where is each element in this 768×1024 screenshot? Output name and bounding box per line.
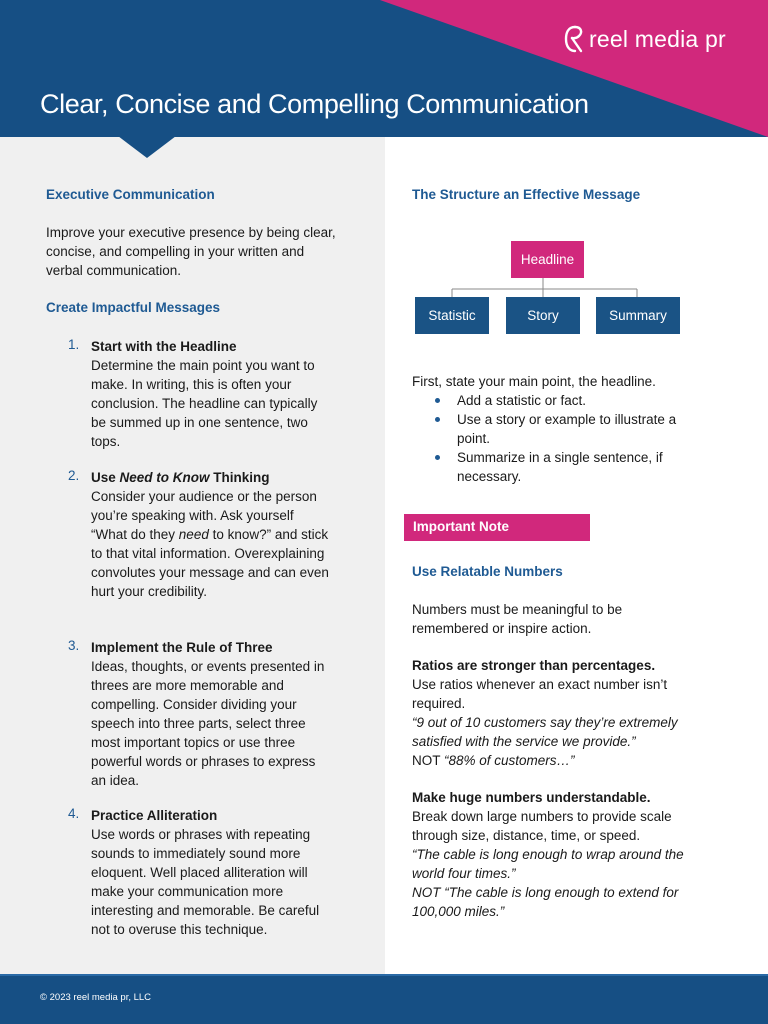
list-item-title: Practice Alliteration	[91, 808, 218, 823]
huge-numbers-title: Make huge numbers understandable.	[412, 790, 651, 805]
bullet-icon	[435, 398, 440, 403]
structure-heading: The Structure an Effective Message	[412, 187, 641, 202]
diagram-node-story: Story	[506, 297, 580, 334]
diagram-node-statistic: Statistic	[415, 297, 489, 334]
brand-name: reel media pr	[589, 25, 726, 52]
structure-intro: First, state your main point, the headline.	[412, 374, 656, 389]
diagram-node-summary: Summary	[596, 297, 680, 334]
list-item: Add a statistic or fact.	[433, 391, 693, 410]
important-note-banner: Important Note	[404, 514, 590, 541]
ratios-title: Ratios are stronger than percentages.	[412, 658, 656, 673]
impactful-messages-heading: Create Impactful Messages	[46, 300, 221, 315]
page-title: Clear, Concise and Compelling Communication	[40, 89, 589, 119]
huge-numbers-not-example: NOT “The cable is long enough to extend for 100,000 miles.”	[412, 885, 679, 919]
bullet-icon	[435, 455, 440, 460]
executive-communication-text: Improve your executive presence by being clear, concise, and compelling in your written and verbal communication.	[46, 225, 336, 278]
list-number: 1.	[68, 337, 80, 352]
ratios-not-example: NOT “88% of customers…”	[412, 753, 575, 768]
relatable-numbers-intro: Numbers must be meaningful to be remembered or inspire action.	[412, 602, 623, 636]
diagram-node-headline: Headline	[511, 241, 584, 278]
page-footer	[0, 974, 768, 1024]
huge-numbers-body: Break down large numbers to provide scale through size, distance, time, or speed.	[412, 809, 672, 843]
huge-numbers-example: “The cable is long enough to wrap around the world four times.”	[412, 847, 684, 881]
list-item-body: Consider your audience or the person you’re speaking with. Ask yourself “What do they need to know?” and stick to that vital information. Overexplaining convolutes your message and can even hurt your credibility.	[91, 489, 329, 599]
copyright-text: © 2023 reel media pr, LLC	[40, 992, 152, 1003]
logo-mark-icon	[563, 24, 587, 54]
ratios-example: “9 out of 10 customers say they’re extremely satisfied with the service we provide.”	[412, 715, 678, 749]
huge-numbers-block	[412, 788, 702, 921]
list-number: 2.	[68, 468, 80, 483]
header-notch	[118, 136, 176, 158]
relatable-numbers-heading: Use Relatable Numbers	[412, 564, 563, 579]
list-number: 3.	[68, 638, 80, 653]
list-item: Summarize in a single sentence, if necessary.	[433, 448, 693, 486]
brand-logo	[563, 24, 726, 54]
page-header	[0, 0, 768, 137]
structure-bullet-list	[433, 391, 693, 486]
ratios-body: Use ratios whenever an exact number isn’t required.	[412, 677, 668, 711]
ratios-block	[412, 656, 702, 770]
list-item-title: Start with the Headline	[91, 339, 237, 354]
bullet-icon	[435, 417, 440, 422]
list-item-body: Use words or phrases with repeating sounds to immediately sound more eloquent. Well placed alliteration will make your communication more interesting and memorable. Be careful not to overuse this technique.	[91, 827, 320, 937]
list-item-body: Ideas, thoughts, or events presented in threes are more memorable and compelling. Consider dividing your speech into three parts, select three most important topics or use three powerful words or phrases to express an idea.	[91, 659, 325, 788]
list-item-body: Determine the main point you want to make. In writing, this is often your conclusion. The headline can typically be summed up in one sentence, two tops.	[91, 358, 318, 449]
list-item-title: Use Need to Know Thinking	[91, 470, 270, 485]
list-item: Use a story or example to illustrate a point.	[433, 410, 693, 448]
list-number: 4.	[68, 806, 80, 821]
executive-communication-heading: Executive Communication	[46, 187, 215, 202]
message-structure-diagram	[415, 241, 680, 336]
list-item-title: Implement the Rule of Three	[91, 640, 273, 655]
